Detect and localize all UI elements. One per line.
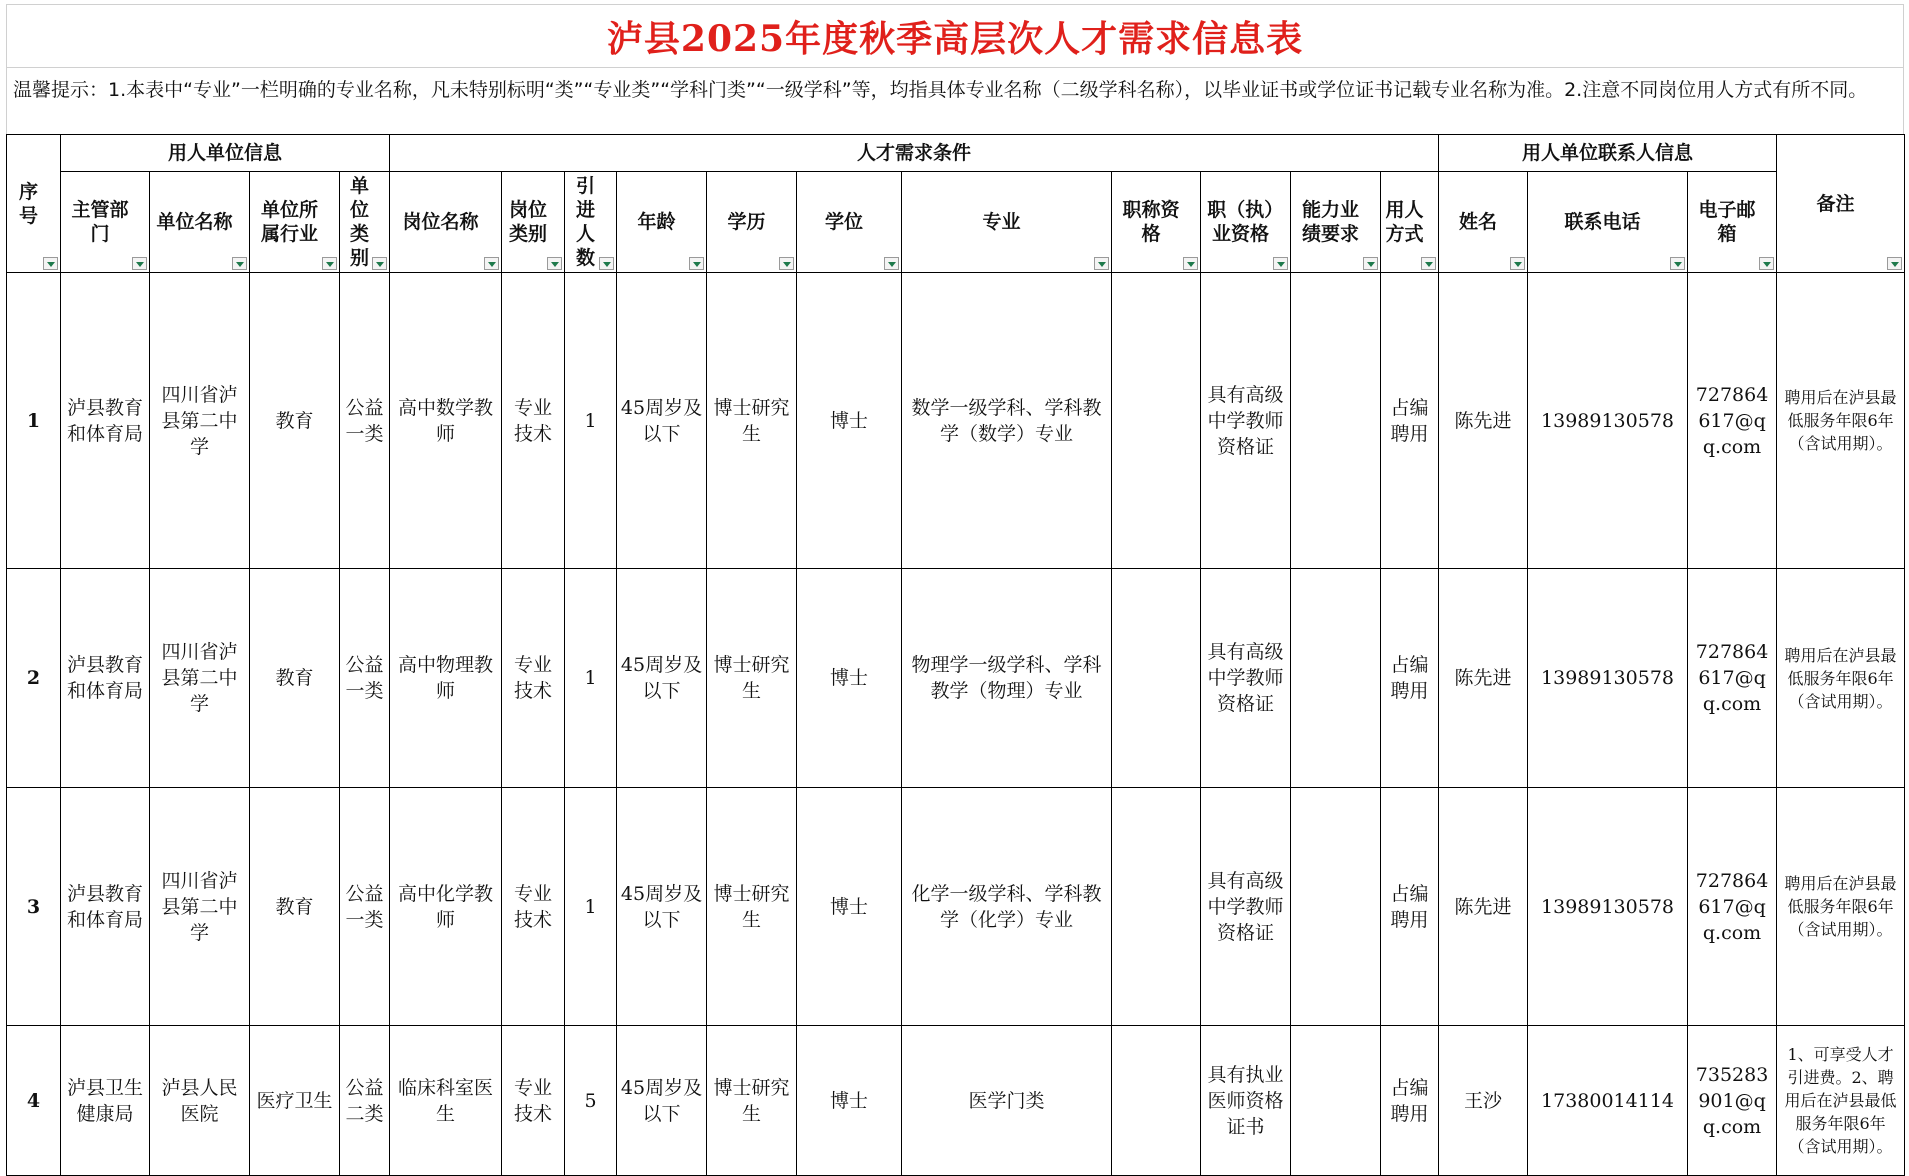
filter-dropdown-icon[interactable] <box>1363 257 1378 270</box>
header-seq: 序号 <box>7 135 61 273</box>
filter-dropdown-icon[interactable] <box>372 257 387 270</box>
cell-prof-qual[interactable]: 具有高级中学教师资格证 <box>1201 788 1291 1026</box>
cell-prof-qual[interactable]: 具有执业医师资格证书 <box>1201 1026 1291 1176</box>
cell-dept[interactable]: 泸县教育和体育局 <box>61 273 150 569</box>
cell-phone[interactable]: 13989130578 <box>1528 788 1688 1026</box>
cell-dept[interactable]: 泸县教育和体育局 <box>61 569 150 788</box>
cell-method[interactable]: 占编聘用 <box>1381 569 1439 788</box>
cell-email[interactable]: 727864617@qq.com <box>1688 273 1777 569</box>
spreadsheet <box>6 4 1904 1176</box>
cell-phone[interactable]: 13989130578 <box>1528 569 1688 788</box>
cell-ability[interactable] <box>1291 273 1381 569</box>
cell-dept[interactable]: 泸县教育和体育局 <box>61 788 150 1026</box>
filter-dropdown-icon[interactable] <box>599 257 614 270</box>
cell-post-type[interactable]: 专业技术 <box>502 273 565 569</box>
column-header: 单位名称 <box>150 172 250 273</box>
cell-no[interactable]: 1 <box>7 273 61 569</box>
column-header: 单位类别 <box>340 172 390 273</box>
cell-major[interactable]: 医学门类 <box>902 1026 1112 1176</box>
column-header: 职（执）业资格 <box>1201 172 1291 273</box>
column-header: 岗位名称 <box>390 172 502 273</box>
filter-dropdown-icon[interactable] <box>132 257 147 270</box>
cell-unit[interactable]: 四川省泸县第二中学 <box>150 569 250 788</box>
column-header: 电子邮箱 <box>1688 172 1777 273</box>
cell-ability[interactable] <box>1291 569 1381 788</box>
cell-unit-type[interactable]: 公益二类 <box>340 1026 390 1176</box>
cell-major[interactable]: 化学一级学科、学科教学（化学）专业 <box>902 788 1112 1026</box>
cell-age[interactable]: 45周岁及以下 <box>617 1026 707 1176</box>
cell-ability[interactable] <box>1291 788 1381 1026</box>
cell-major[interactable]: 数学一级学科、学科教学（数学）专业 <box>902 273 1112 569</box>
cell-age[interactable]: 45周岁及以下 <box>617 273 707 569</box>
cell-no[interactable]: 3 <box>7 788 61 1026</box>
cell-no[interactable]: 2 <box>7 569 61 788</box>
filter-dropdown-icon[interactable] <box>232 257 247 270</box>
cell-ability[interactable] <box>1291 1026 1381 1176</box>
cell-industry[interactable]: 教育 <box>250 788 340 1026</box>
filter-dropdown-icon[interactable] <box>779 257 794 270</box>
cell-method[interactable]: 占编聘用 <box>1381 788 1439 1026</box>
header-remarks: 备注 <box>1777 135 1905 273</box>
cell-degree[interactable]: 博士 <box>797 273 902 569</box>
cell-contact[interactable]: 王沙 <box>1439 1026 1528 1176</box>
cell-title-qual[interactable] <box>1112 273 1201 569</box>
title-row <box>6 4 1904 68</box>
column-header: 姓名 <box>1439 172 1528 273</box>
cell-edu[interactable]: 博士研究生 <box>707 569 797 788</box>
header-group-requirements: 人才需求条件 <box>390 135 1439 172</box>
column-header: 能力业绩要求 <box>1291 172 1381 273</box>
table-row <box>7 1026 1905 1176</box>
filter-dropdown-icon[interactable] <box>547 257 562 270</box>
cell-industry[interactable]: 医疗卫生 <box>250 1026 340 1176</box>
cell-unit[interactable]: 泸县人民医院 <box>150 1026 250 1176</box>
column-header: 岗位类别 <box>502 172 565 273</box>
filter-dropdown-icon[interactable] <box>689 257 704 270</box>
cell-post-type[interactable]: 专业技术 <box>502 788 565 1026</box>
cell-industry[interactable]: 教育 <box>250 273 340 569</box>
cell-industry[interactable]: 教育 <box>250 569 340 788</box>
cell-major[interactable]: 物理学一级学科、学科教学（物理）专业 <box>902 569 1112 788</box>
filter-dropdown-icon[interactable] <box>1273 257 1288 270</box>
cell-remark[interactable]: 聘用后在泸县最低服务年限6年（含试用期）。 <box>1777 569 1905 788</box>
cell-unit[interactable]: 四川省泸县第二中学 <box>150 273 250 569</box>
table-row <box>7 788 1905 1026</box>
column-header: 学位 <box>797 172 902 273</box>
column-header: 用人方式 <box>1381 172 1439 273</box>
column-header: 引进人数 <box>565 172 617 273</box>
column-header: 联系电话 <box>1528 172 1688 273</box>
cell-dept[interactable]: 泸县卫生健康局 <box>61 1026 150 1176</box>
cell-degree[interactable]: 博士 <box>797 569 902 788</box>
cell-title-qual[interactable] <box>1112 569 1201 788</box>
filter-dropdown-icon[interactable] <box>484 257 499 270</box>
cell-edu[interactable]: 博士研究生 <box>707 788 797 1026</box>
filter-dropdown-icon[interactable] <box>884 257 899 270</box>
filter-dropdown-icon[interactable] <box>1183 257 1198 270</box>
cell-remark[interactable]: 1、可享受人才引进费。2、聘用后在泸县最低服务年限6年（含试用期）。 <box>1777 1026 1905 1176</box>
cell-unit-type[interactable]: 公益一类 <box>340 569 390 788</box>
cell-count[interactable]: 1 <box>565 788 617 1026</box>
column-header: 主管部门 <box>61 172 150 273</box>
talent-table <box>6 134 1905 1176</box>
cell-email[interactable]: 727864617@qq.com <box>1688 569 1777 788</box>
cell-no[interactable]: 4 <box>7 1026 61 1176</box>
cell-email[interactable]: 727864617@qq.com <box>1688 788 1777 1026</box>
column-header: 职称资格 <box>1112 172 1201 273</box>
column-header: 年龄 <box>617 172 707 273</box>
table-row <box>7 569 1905 788</box>
cell-count[interactable]: 5 <box>565 1026 617 1176</box>
cell-prof-qual[interactable]: 具有高级中学教师资格证 <box>1201 273 1291 569</box>
cell-email[interactable]: 735283901@qq.com <box>1688 1026 1777 1176</box>
cell-title-qual[interactable] <box>1112 1026 1201 1176</box>
cell-phone[interactable]: 13989130578 <box>1528 273 1688 569</box>
filter-dropdown-icon[interactable] <box>1759 257 1774 270</box>
filter-dropdown-icon[interactable] <box>1887 257 1902 270</box>
column-header: 专业 <box>902 172 1112 273</box>
cell-count[interactable]: 1 <box>565 273 617 569</box>
filter-dropdown-icon[interactable] <box>1094 257 1109 270</box>
cell-edu[interactable]: 博士研究生 <box>707 1026 797 1176</box>
cell-unit[interactable]: 四川省泸县第二中学 <box>150 788 250 1026</box>
cell-method[interactable]: 占编聘用 <box>1381 1026 1439 1176</box>
notice-text: 温馨提示：1.本表中“专业”一栏明确的专业名称，凡未特别标明“类”“专业类”“学科门类”“一级学科”等，均指具体专业名称（二级学科名称），以毕业证书或学位证书记载专业名称为准。2.注意不同岗位用人方式有所不同。 <box>6 68 1904 134</box>
cell-post[interactable]: 高中化学教师 <box>390 788 502 1026</box>
cell-degree[interactable]: 博士 <box>797 788 902 1026</box>
cell-contact[interactable]: 陈先进 <box>1439 788 1528 1026</box>
cell-phone[interactable]: 17380014114 <box>1528 1026 1688 1176</box>
cell-post[interactable]: 高中物理教师 <box>390 569 502 788</box>
cell-post[interactable]: 临床科室医生 <box>390 1026 502 1176</box>
column-header: 学历 <box>707 172 797 273</box>
cell-age[interactable]: 45周岁及以下 <box>617 788 707 1026</box>
cell-remark[interactable]: 聘用后在泸县最低服务年限6年（含试用期）。 <box>1777 788 1905 1026</box>
cell-title-qual[interactable] <box>1112 788 1201 1026</box>
cell-edu[interactable]: 博士研究生 <box>707 273 797 569</box>
cell-remark[interactable]: 聘用后在泸县最低服务年限6年（含试用期）。 <box>1777 273 1905 569</box>
header-group-contact: 用人单位联系人信息 <box>1439 135 1777 172</box>
cell-unit-type[interactable]: 公益一类 <box>340 788 390 1026</box>
cell-contact[interactable]: 陈先进 <box>1439 273 1528 569</box>
filter-dropdown-icon[interactable] <box>1670 257 1685 270</box>
header-group-employer: 用人单位信息 <box>61 135 390 172</box>
page-title: 泸县2025年度秋季高层次人才需求信息表 <box>606 17 1304 60</box>
cell-contact[interactable]: 陈先进 <box>1439 569 1528 788</box>
cell-method[interactable]: 占编聘用 <box>1381 273 1439 569</box>
cell-prof-qual[interactable]: 具有高级中学教师资格证 <box>1201 569 1291 788</box>
table-row <box>7 273 1905 569</box>
filter-dropdown-icon[interactable] <box>1510 257 1525 270</box>
cell-count[interactable]: 1 <box>565 569 617 788</box>
cell-degree[interactable]: 博士 <box>797 1026 902 1176</box>
filter-dropdown-icon[interactable] <box>1421 257 1436 270</box>
filter-dropdown-icon[interactable] <box>43 257 58 270</box>
cell-post[interactable]: 高中数学教师 <box>390 273 502 569</box>
cell-unit-type[interactable]: 公益一类 <box>340 273 390 569</box>
filter-dropdown-icon[interactable] <box>322 257 337 270</box>
column-header: 单位所属行业 <box>250 172 340 273</box>
cell-post-type[interactable]: 专业技术 <box>502 1026 565 1176</box>
cell-post-type[interactable]: 专业技术 <box>502 569 565 788</box>
cell-age[interactable]: 45周岁及以下 <box>617 569 707 788</box>
